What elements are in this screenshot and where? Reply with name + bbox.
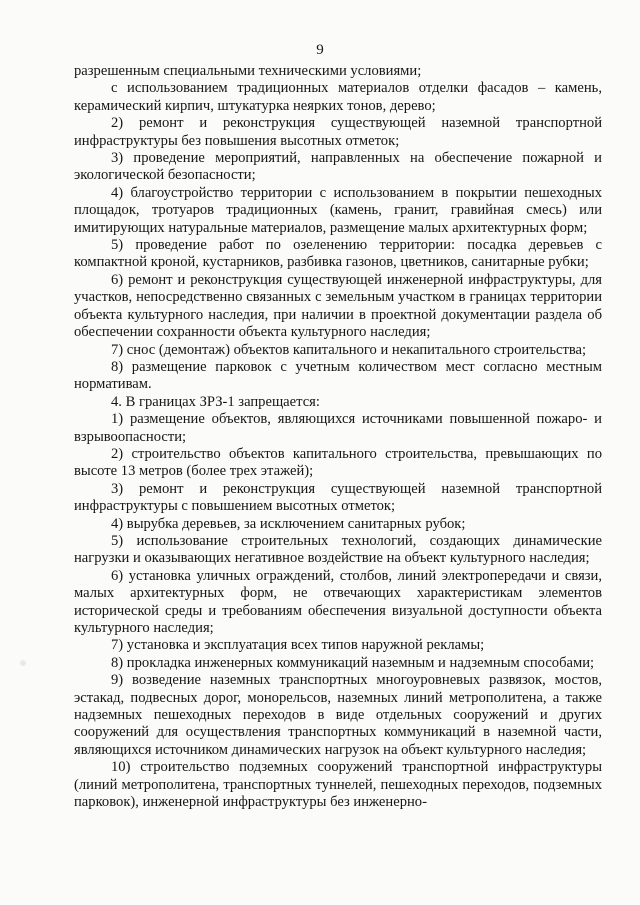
list-item: 6) ремонт и реконструкция существующей инженерной инфраструктуры, для участков, непосредственно связанных с земельным участком в границах территории объекта культурного наследия, при наличии в проектной документации раздела об обеспечении сохранности объекта культурного наследия; xyxy=(74,271,602,341)
list-item: 2) строительство объектов капитального строительства, превышающих по высоте 13 метров (более трех этажей); xyxy=(74,445,602,480)
list-item: 7) снос (демонтаж) объектов капитального и некапитального строительства; xyxy=(111,341,587,358)
list-item: 2) ремонт и реконструкция существующей наземной транспортной инфраструктуры без повышения высотных отметок; xyxy=(74,115,602,149)
list-item: 5) проведение работ по озеленению территории: посадка деревьев с компактной кроной, кустарников, разбивка газонов, цветников, санитарные рубки; xyxy=(74,237,602,271)
list-item: 8) размещение парковок с учетным количеством мест согласно местным нормативам. xyxy=(74,358,602,393)
list-item: 7) установка и эксплуатация всех типов наружной рекламы; xyxy=(111,637,485,654)
page-number: 9 xyxy=(316,42,324,58)
list-item: 3) проведение мероприятий, направленных на обеспечение пожарной и экологической безопасности; xyxy=(74,150,602,184)
scan-speck xyxy=(20,660,26,666)
list-item: 5) использование строительных технологий, создающих динамические нагрузки и оказывающих негативное воздействие на объект культурного наследия; xyxy=(74,532,602,567)
list-item: 9) возведение наземных транспортных многоуровневых развязок, мостов, эстакад, подвесных дорог, монорельсов, наземных линий метрополитена, а также надземных пешеходных переходов в виде отдельных сооружений и других сооружений для осуществления транспортных коммуникаций в наземной части, являющихся источником динамических нагрузок на объект культурного наследия; xyxy=(74,672,602,758)
document-body xyxy=(74,63,602,811)
paragraph: с использованием традиционных материалов отделки фасадов – камень, керамический кирпич, штукатурка неярких тонов, дерево; xyxy=(74,80,602,114)
paragraph: разрешенным специальными техническими условиями; xyxy=(74,63,422,79)
list-item: 1) размещение объектов, являющихся источниками повышенной пожаро- и взрывоопасности; xyxy=(74,411,602,445)
list-item: 4) вырубка деревьев, за исключением санитарных рубок; xyxy=(111,515,466,532)
list-item: 6) установка уличных ограждений, столбов, линий электропередачи и связи, малых архитектурных форм, не отвечающих характеристикам элементов исторической среды и требованиям обеспечения визуальной доступности объекта культурного наследия; xyxy=(74,567,602,636)
list-item: 10) строительство подземных сооружений транспортной инфраструктуры (линий метрополитена, транспортных туннелей, пешеходных переходов, подземных парковок), инженерной инфраструктуры без инженерно- xyxy=(74,759,602,811)
section-heading: 4. В границах ЗРЗ-1 запрещается: xyxy=(111,393,320,410)
list-item: 8) прокладка инженерных коммуникаций наземным и надземным способами; xyxy=(111,654,595,671)
list-item: 3) ремонт и реконструкция существующей наземной транспортной инфраструктуры с повышением высотных отметок; xyxy=(74,480,602,515)
list-item: 4) благоустройство территории с использованием в покрытии пешеходных площадок, тротуаров традиционных (камень, гранит, гравийная смесь) или имитирующих натуральные материалов, размещение малых архитектурных форм; xyxy=(74,184,602,236)
